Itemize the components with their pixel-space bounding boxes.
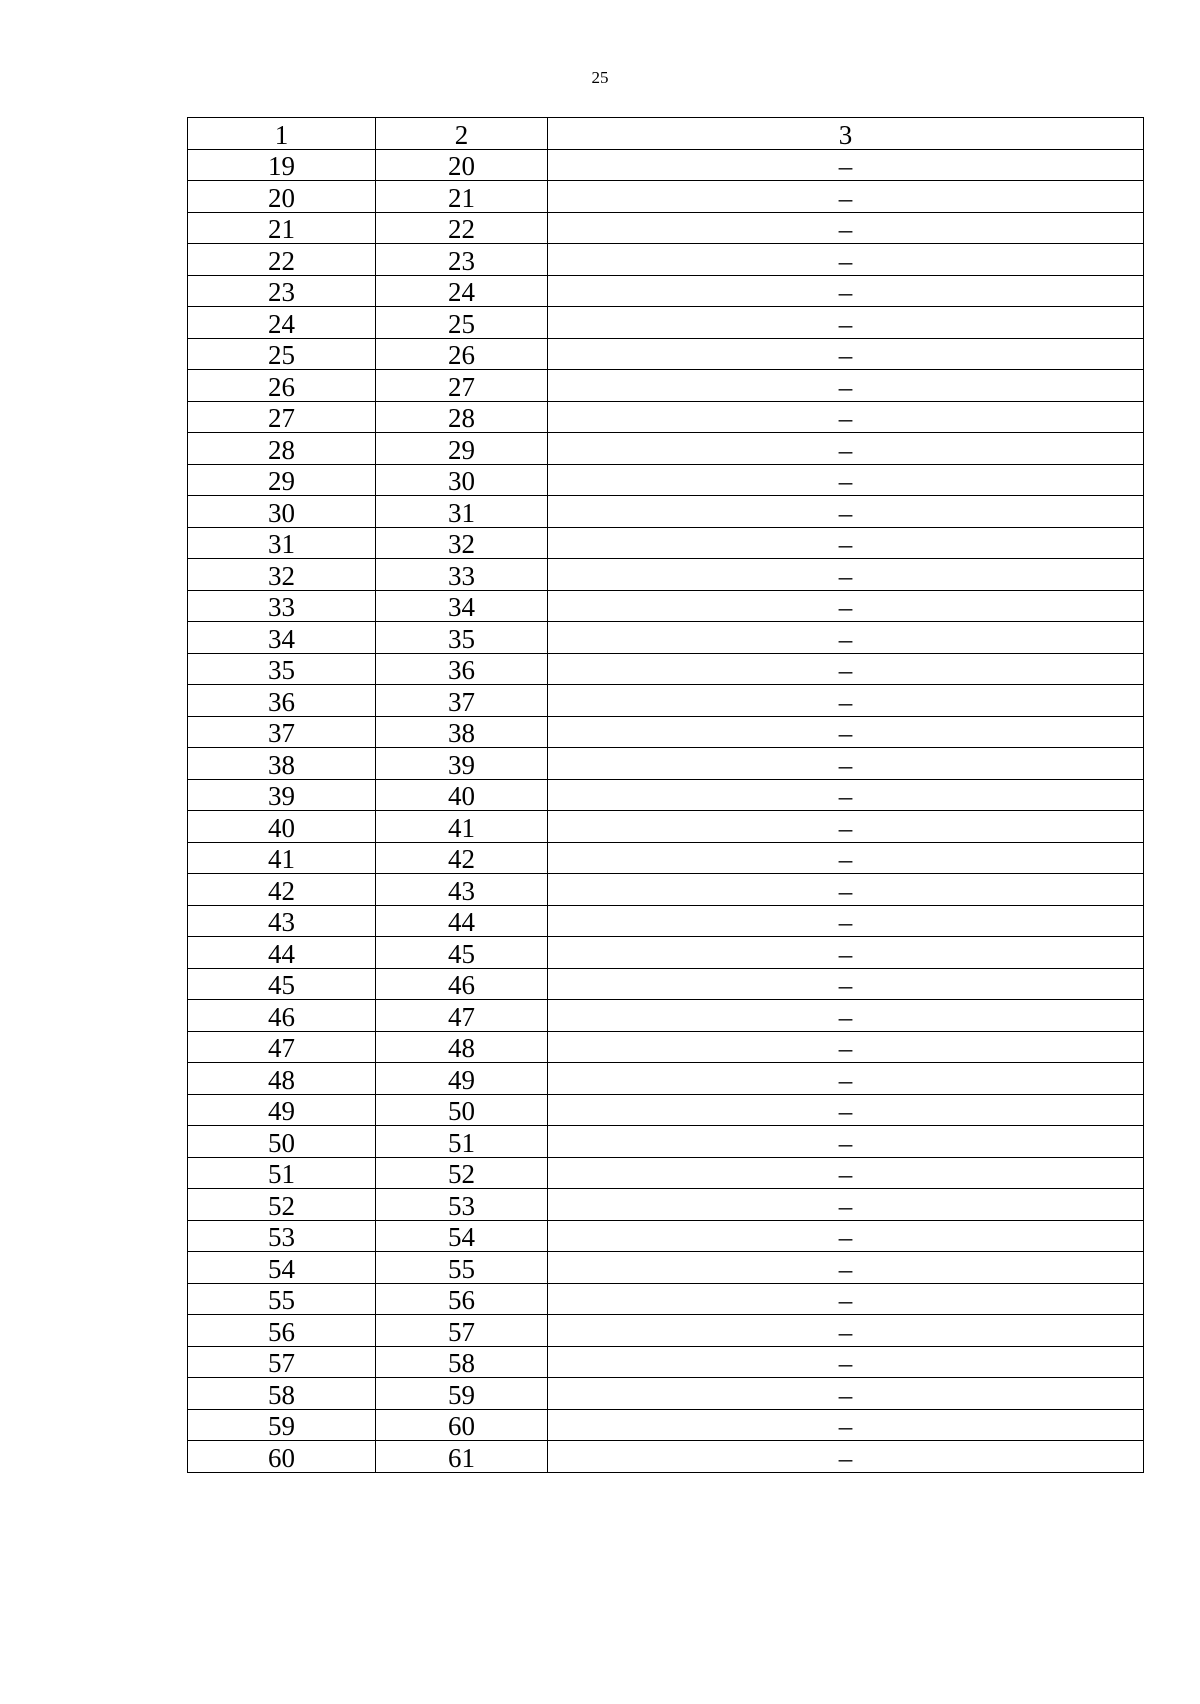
- table-row: [188, 401, 1144, 433]
- table-cell-col-2: 39: [376, 748, 548, 780]
- table-cell-col-2: 31: [376, 496, 548, 528]
- table-row: [188, 559, 1144, 591]
- table-cell-col-2: 34: [376, 590, 548, 622]
- table-cell-col-2: 55: [376, 1252, 548, 1284]
- table-row: [188, 622, 1144, 654]
- table-cell-col-3: –: [548, 590, 1144, 622]
- table-row: [188, 496, 1144, 528]
- table-row: [188, 653, 1144, 685]
- table-row: [188, 1409, 1144, 1441]
- table-cell-col-3: –: [548, 874, 1144, 906]
- table-cell-col-3: –: [548, 1283, 1144, 1315]
- table-cell-col-2: 24: [376, 275, 548, 307]
- table-cell-col-1: 40: [188, 811, 376, 843]
- table-cell-col-3: –: [548, 1441, 1144, 1473]
- table-cell-col-2: 45: [376, 937, 548, 969]
- table-row: [188, 307, 1144, 339]
- table-row: [188, 1157, 1144, 1189]
- table-cell-col-1: 19: [188, 149, 376, 181]
- table-cell-col-2: 53: [376, 1189, 548, 1221]
- table-cell-col-3: –: [548, 937, 1144, 969]
- table-cell-col-2: 27: [376, 370, 548, 402]
- table-cell-col-3: –: [548, 779, 1144, 811]
- table-row: [188, 1378, 1144, 1410]
- table-cell-col-1: 26: [188, 370, 376, 402]
- table-cell-col-1: 55: [188, 1283, 376, 1315]
- table-row: [188, 968, 1144, 1000]
- table-cell-col-2: 32: [376, 527, 548, 559]
- table-cell-col-1: 49: [188, 1094, 376, 1126]
- table-cell-col-1: 48: [188, 1063, 376, 1095]
- table-row: [188, 1315, 1144, 1347]
- table-cell-col-2: 46: [376, 968, 548, 1000]
- table-cell-col-1: 37: [188, 716, 376, 748]
- table-row: [188, 464, 1144, 496]
- table-cell-col-2: 43: [376, 874, 548, 906]
- table-cell-col-3: –: [548, 685, 1144, 717]
- table-cell-col-2: 56: [376, 1283, 548, 1315]
- table-cell-col-3: –: [548, 811, 1144, 843]
- table-cell-col-2: 51: [376, 1126, 548, 1158]
- table-row: [188, 1031, 1144, 1063]
- table-cell-col-3: –: [548, 244, 1144, 276]
- table-cell-col-2: 25: [376, 307, 548, 339]
- table-row: [188, 1126, 1144, 1158]
- table-row: [188, 874, 1144, 906]
- table-cell-col-2: 49: [376, 1063, 548, 1095]
- table-cell-col-1: 22: [188, 244, 376, 276]
- table-cell-col-3: –: [548, 212, 1144, 244]
- table-row: [188, 244, 1144, 276]
- table-row: [188, 1189, 1144, 1221]
- table-row: [188, 1063, 1144, 1095]
- table-cell-col-1: 44: [188, 937, 376, 969]
- table-cell-col-3: –: [548, 905, 1144, 937]
- table-cell-col-2: 47: [376, 1000, 548, 1032]
- table-cell-col-2: 28: [376, 401, 548, 433]
- table-row: [188, 590, 1144, 622]
- table-row: [188, 1283, 1144, 1315]
- table-cell-col-2: 42: [376, 842, 548, 874]
- table-row: [188, 370, 1144, 402]
- table-cell-col-1: 24: [188, 307, 376, 339]
- table-cell-col-1: 45: [188, 968, 376, 1000]
- table-row: [188, 748, 1144, 780]
- table-cell-col-2: 41: [376, 811, 548, 843]
- table-cell-col-3: –: [548, 1346, 1144, 1378]
- table-row: [188, 275, 1144, 307]
- table-cell-col-3: –: [548, 433, 1144, 465]
- header-row: [188, 118, 1144, 150]
- table-cell-col-1: 29: [188, 464, 376, 496]
- table-cell-col-1: 54: [188, 1252, 376, 1284]
- table-cell-col-3: –: [548, 338, 1144, 370]
- table-cell-col-3: –: [548, 1409, 1144, 1441]
- table-cell-col-1: 50: [188, 1126, 376, 1158]
- table-cell-col-3: –: [548, 464, 1144, 496]
- table-row: [188, 149, 1144, 181]
- table-cell-col-3: –: [548, 401, 1144, 433]
- table-row: [188, 212, 1144, 244]
- table-cell-col-3: –: [548, 1000, 1144, 1032]
- table-row: [188, 1441, 1144, 1473]
- table-cell-col-3: –: [548, 527, 1144, 559]
- table-row: [188, 1094, 1144, 1126]
- table-row: [188, 338, 1144, 370]
- table-cell-col-1: 43: [188, 905, 376, 937]
- table-cell-col-1: 58: [188, 1378, 376, 1410]
- table-cell-col-1: 21: [188, 212, 376, 244]
- table-header: [188, 118, 1144, 150]
- table-cell-col-3: –: [548, 1220, 1144, 1252]
- table-cell-col-3: –: [548, 149, 1144, 181]
- table-cell-col-2: 36: [376, 653, 548, 685]
- table-cell-col-3: –: [548, 1063, 1144, 1095]
- table-cell-col-2: 59: [376, 1378, 548, 1410]
- table-row: [188, 716, 1144, 748]
- column-header-1: 1: [188, 118, 376, 150]
- page-number: 25: [591, 68, 609, 87]
- table-cell-col-3: –: [548, 1378, 1144, 1410]
- table-cell-col-3: –: [548, 1252, 1144, 1284]
- table-cell-col-2: 21: [376, 181, 548, 213]
- table-row: [188, 181, 1144, 213]
- table-cell-col-1: 33: [188, 590, 376, 622]
- table-row: [188, 1346, 1144, 1378]
- table-cell-col-3: –: [548, 1126, 1144, 1158]
- table-row: [188, 842, 1144, 874]
- table-cell-col-3: –: [548, 1094, 1144, 1126]
- table-cell-col-3: –: [548, 1315, 1144, 1347]
- table-cell-col-2: 30: [376, 464, 548, 496]
- table-row: [188, 685, 1144, 717]
- table-cell-col-2: 37: [376, 685, 548, 717]
- table-cell-col-2: 58: [376, 1346, 548, 1378]
- table-cell-col-1: 20: [188, 181, 376, 213]
- table-cell-col-2: 52: [376, 1157, 548, 1189]
- table-cell-col-2: 54: [376, 1220, 548, 1252]
- table-cell-col-3: –: [548, 842, 1144, 874]
- table-cell-col-1: 34: [188, 622, 376, 654]
- table-row: [188, 527, 1144, 559]
- table-cell-col-1: 35: [188, 653, 376, 685]
- table-cell-col-1: 53: [188, 1220, 376, 1252]
- table-row: [188, 1220, 1144, 1252]
- table-cell-col-3: –: [548, 716, 1144, 748]
- table-cell-col-2: 38: [376, 716, 548, 748]
- table-cell-col-1: 25: [188, 338, 376, 370]
- table-row: [188, 905, 1144, 937]
- table-cell-col-1: 32: [188, 559, 376, 591]
- table-cell-col-3: –: [548, 496, 1144, 528]
- table-cell-col-1: 46: [188, 1000, 376, 1032]
- table-cell-col-1: 27: [188, 401, 376, 433]
- table-cell-col-2: 26: [376, 338, 548, 370]
- table-cell-col-1: 36: [188, 685, 376, 717]
- table-cell-col-1: 41: [188, 842, 376, 874]
- table-cell-col-1: 51: [188, 1157, 376, 1189]
- table-cell-col-1: 57: [188, 1346, 376, 1378]
- table-cell-col-2: 22: [376, 212, 548, 244]
- column-header-3: 3: [548, 118, 1144, 150]
- column-header-2: 2: [376, 118, 548, 150]
- table-cell-col-2: 60: [376, 1409, 548, 1441]
- table-row: [188, 779, 1144, 811]
- table-cell-col-2: 48: [376, 1031, 548, 1063]
- table-row: [188, 937, 1144, 969]
- table-cell-col-2: 29: [376, 433, 548, 465]
- table-cell-col-1: 42: [188, 874, 376, 906]
- table-cell-col-1: 59: [188, 1409, 376, 1441]
- table-cell-col-1: 23: [188, 275, 376, 307]
- table-cell-col-1: 47: [188, 1031, 376, 1063]
- table-cell-col-3: –: [548, 307, 1144, 339]
- table-cell-col-1: 60: [188, 1441, 376, 1473]
- table-cell-col-3: –: [548, 968, 1144, 1000]
- table-cell-col-1: 31: [188, 527, 376, 559]
- table-cell-col-3: –: [548, 559, 1144, 591]
- table-cell-col-1: 56: [188, 1315, 376, 1347]
- table-cell-col-2: 20: [376, 149, 548, 181]
- table-cell-col-1: 28: [188, 433, 376, 465]
- table-cell-col-1: 30: [188, 496, 376, 528]
- table-cell-col-3: –: [548, 748, 1144, 780]
- table-cell-col-3: –: [548, 653, 1144, 685]
- table-body: [188, 149, 1144, 1472]
- table-cell-col-2: 50: [376, 1094, 548, 1126]
- table-cell-col-2: 57: [376, 1315, 548, 1347]
- table-cell-col-3: –: [548, 370, 1144, 402]
- table-row: [188, 811, 1144, 843]
- table-cell-col-2: 33: [376, 559, 548, 591]
- data-table: [187, 117, 1144, 1473]
- table-cell-col-1: 38: [188, 748, 376, 780]
- table-cell-col-3: –: [548, 181, 1144, 213]
- table-cell-col-2: 23: [376, 244, 548, 276]
- table-cell-col-3: –: [548, 1031, 1144, 1063]
- table-cell-col-3: –: [548, 1157, 1144, 1189]
- table-cell-col-2: 44: [376, 905, 548, 937]
- table-cell-col-3: –: [548, 1189, 1144, 1221]
- table-cell-col-2: 40: [376, 779, 548, 811]
- table-cell-col-2: 35: [376, 622, 548, 654]
- table-cell-col-1: 39: [188, 779, 376, 811]
- table-cell-col-3: –: [548, 275, 1144, 307]
- table-row: [188, 1000, 1144, 1032]
- table-cell-col-1: 52: [188, 1189, 376, 1221]
- table-cell-col-3: –: [548, 622, 1144, 654]
- table-row: [188, 433, 1144, 465]
- table-row: [188, 1252, 1144, 1284]
- table-cell-col-2: 61: [376, 1441, 548, 1473]
